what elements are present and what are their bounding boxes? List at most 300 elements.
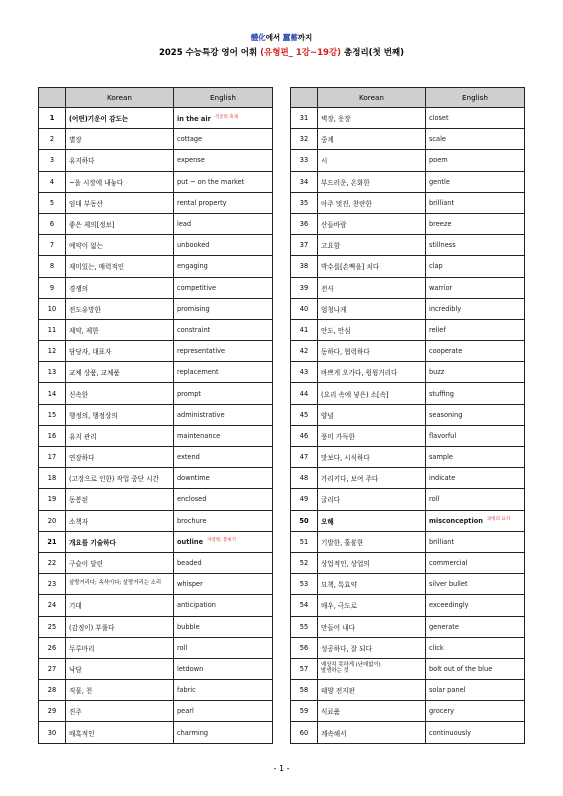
source-note: 석굴의 축제 — [214, 114, 238, 120]
row-number: 24 — [39, 595, 66, 616]
korean-meaning: 바쁘게 오가다, 윙윙거리다 — [318, 362, 426, 383]
english-word — [426, 256, 525, 277]
table-row — [291, 468, 525, 489]
korean-meaning: 제약, 제한 — [66, 319, 174, 340]
row-number: 7 — [39, 235, 66, 256]
english-word — [426, 637, 525, 658]
korean-meaning: 개요를 기술하다 — [66, 531, 174, 552]
english-word — [426, 531, 525, 552]
korean-meaning: 전도유망한 — [66, 298, 174, 319]
row-number: 31 — [291, 108, 318, 129]
korean-meaning: 성공하다, 잘 되다 — [318, 637, 426, 658]
english-word-text: gentle — [429, 177, 450, 186]
document-title — [0, 46, 563, 58]
row-number: 25 — [39, 616, 66, 637]
korean-meaning: 기발한, 훌륭한 — [318, 531, 426, 552]
korean-meaning: (어떤)기운이 감도는 — [66, 108, 174, 129]
english-word — [426, 722, 525, 743]
english-word-text: stillness — [429, 241, 456, 250]
english-word — [174, 595, 273, 616]
english-word-text: representative — [177, 347, 226, 356]
korean-meaning: 임대 부동산 — [66, 192, 174, 213]
english-word-text: downtime — [177, 474, 210, 483]
table-row — [291, 362, 525, 383]
english-word — [174, 362, 273, 383]
korean-meaning: 전사 — [318, 277, 426, 298]
row-number: 14 — [39, 383, 66, 404]
english-word-text: enclosed — [177, 495, 207, 504]
english-word — [174, 235, 273, 256]
english-word — [426, 383, 525, 404]
english-word-text: put ~ on the market — [177, 177, 245, 186]
korean-meaning: 신속한 — [66, 383, 174, 404]
row-number: 40 — [291, 298, 318, 319]
english-word — [174, 468, 273, 489]
korean-meaning: 엄청나게 — [318, 298, 426, 319]
english-word-text: bolt out of the blue — [429, 664, 493, 673]
document-subtitle — [0, 32, 563, 43]
korean-meaning: 박수를[손뼉을] 치다 — [318, 256, 426, 277]
row-number: 29 — [39, 701, 66, 722]
english-word-text: pearl — [177, 707, 194, 716]
row-number: 48 — [291, 468, 318, 489]
english-word — [426, 213, 525, 234]
english-word — [426, 171, 525, 192]
korean-meaning: 동하다, 협력하다 — [318, 341, 426, 362]
english-word-text: clap — [429, 262, 443, 271]
table-row — [39, 213, 273, 234]
korean-meaning: 소책자 — [66, 510, 174, 531]
row-number: 39 — [291, 277, 318, 298]
row-number: 50 — [291, 510, 318, 531]
table-row — [39, 341, 273, 362]
english-word — [174, 489, 273, 510]
row-number: 6 — [39, 213, 66, 234]
row-number: 11 — [39, 319, 66, 340]
header-korean: Korean — [66, 88, 174, 108]
korean-meaning: 매우, 극도로 — [318, 595, 426, 616]
english-word-text: constraint — [177, 325, 211, 334]
table-row — [39, 129, 273, 150]
english-word — [174, 383, 273, 404]
table-row — [39, 637, 273, 658]
korean-meaning: 아주 멋진, 찬란한 — [318, 192, 426, 213]
korean-meaning: 연장하다 — [66, 447, 174, 468]
table-row — [39, 192, 273, 213]
row-number: 33 — [291, 150, 318, 171]
korean-meaning: (요리 속에 넣은) 소[속] — [318, 383, 426, 404]
english-word — [426, 447, 525, 468]
table-row — [291, 129, 525, 150]
korean-meaning: 상업적인, 상업의 — [318, 552, 426, 573]
english-word-text: misconception — [429, 517, 483, 526]
table-row — [291, 489, 525, 510]
row-number: 26 — [39, 637, 66, 658]
korean-meaning: 예상치 못하게 (난데없이) 발생하는 것 — [318, 658, 426, 679]
english-word — [174, 425, 273, 446]
source-note: 자장명, 봉위기 — [207, 538, 237, 544]
row-number: 13 — [39, 362, 66, 383]
english-word — [174, 150, 273, 171]
korean-meaning: 풍미 가득한 — [318, 425, 426, 446]
title-part-1: 2025 수능특강 영어 어휘 — [158, 48, 261, 58]
english-word-text: exceedingly — [429, 601, 469, 610]
english-word-text: replacement — [177, 368, 219, 377]
row-number: 34 — [291, 171, 318, 192]
row-number: 2 — [39, 129, 66, 150]
row-number: 10 — [39, 298, 66, 319]
korean-meaning: (감정이) 부풀다 — [66, 616, 174, 637]
table-row — [291, 404, 525, 425]
english-word-text: fabric — [177, 686, 196, 695]
table-row — [291, 425, 525, 446]
korean-meaning: 재미있는, 매력적인 — [66, 256, 174, 277]
header-english: English — [426, 88, 525, 108]
table-row — [291, 616, 525, 637]
english-word — [174, 722, 273, 743]
row-number: 21 — [39, 531, 66, 552]
row-number: 56 — [291, 637, 318, 658]
table-row — [39, 701, 273, 722]
subtitle-part-3: 蠶蓄 — [282, 33, 298, 42]
table-row — [39, 531, 273, 552]
english-word — [426, 489, 525, 510]
table-row — [291, 383, 525, 404]
korean-meaning: ~을 시장에 내놓다 — [66, 171, 174, 192]
english-word-text: flavorful — [429, 431, 457, 440]
english-word — [174, 129, 273, 150]
table-row — [291, 298, 525, 319]
vocab-table-right — [290, 87, 525, 744]
row-number: 20 — [39, 510, 66, 531]
header-english: English — [174, 88, 273, 108]
row-number: 44 — [291, 383, 318, 404]
english-word — [426, 701, 525, 722]
english-word — [174, 531, 273, 552]
english-word-text: maintenance — [177, 431, 221, 440]
english-word-text: cooperate — [429, 347, 463, 356]
table-row — [291, 510, 525, 531]
row-number: 17 — [39, 447, 66, 468]
english-word-text: unbooked — [177, 241, 210, 250]
row-number: 37 — [291, 235, 318, 256]
table-row — [39, 447, 273, 468]
english-word — [174, 574, 273, 595]
english-word-text: relief — [429, 325, 446, 334]
korean-meaning: 만들어 내다 — [318, 616, 426, 637]
page-number: - 1 - — [273, 764, 290, 773]
english-word-text: outline — [177, 538, 204, 547]
table-row — [39, 277, 273, 298]
korean-meaning: 양념 — [318, 404, 426, 425]
table-row — [291, 192, 525, 213]
english-word — [426, 680, 525, 701]
english-word-text: competitive — [177, 283, 217, 292]
row-number: 19 — [39, 489, 66, 510]
row-number: 30 — [39, 722, 66, 743]
table-row — [291, 213, 525, 234]
english-word — [174, 510, 273, 531]
subtitle-part-4: 까지 — [297, 33, 313, 42]
row-number: 8 — [39, 256, 66, 277]
english-word-text: sample — [429, 453, 453, 462]
english-word-text: whisper — [177, 580, 203, 589]
row-number: 16 — [39, 425, 66, 446]
korean-meaning: 오해 — [318, 510, 426, 531]
english-word — [426, 595, 525, 616]
table-row — [39, 574, 273, 595]
table-row — [291, 319, 525, 340]
table-row — [39, 468, 273, 489]
table-row — [39, 383, 273, 404]
row-number: 23 — [39, 574, 66, 595]
english-word — [174, 680, 273, 701]
table-row — [39, 298, 273, 319]
english-word-text: beaded — [177, 559, 202, 568]
english-word-text: seasoning — [429, 410, 463, 419]
table-row — [39, 722, 273, 743]
english-word-text: lead — [177, 220, 192, 229]
korean-meaning: 행정의, 행정상의 — [66, 404, 174, 425]
table-row — [39, 658, 273, 679]
korean-meaning: 기대 — [66, 595, 174, 616]
title-part-2: (유형편_ 1강~19강) — [260, 48, 342, 58]
row-number: 12 — [39, 341, 66, 362]
english-word-text: cottage — [177, 135, 203, 144]
korean-meaning: 가리키다, 보여 주다 — [318, 468, 426, 489]
english-word-text: poem — [429, 156, 448, 165]
table-row — [291, 658, 525, 679]
vocab-rows-left — [39, 108, 273, 744]
row-number: 38 — [291, 256, 318, 277]
english-word-text: letdown — [177, 664, 204, 673]
english-word — [426, 616, 525, 637]
table-row — [291, 680, 525, 701]
row-number: 52 — [291, 552, 318, 573]
korean-meaning: 살랑거리다; 속삭이다; 살랑거리는 소리 — [66, 574, 174, 595]
row-number: 5 — [39, 192, 66, 213]
header-number — [39, 88, 66, 108]
english-word — [174, 404, 273, 425]
korean-meaning: 유지하다 — [66, 150, 174, 171]
korean-meaning: 계속해서 — [318, 722, 426, 743]
korean-meaning: 굴리다 — [318, 489, 426, 510]
table-row — [39, 489, 273, 510]
english-word-text: in the air — [177, 114, 211, 123]
row-number: 59 — [291, 701, 318, 722]
table-row — [39, 171, 273, 192]
english-word-text: buzz — [429, 368, 445, 377]
korean-meaning: 묘책, 특효약 — [318, 574, 426, 595]
table-row — [291, 235, 525, 256]
korean-meaning: 시 — [318, 150, 426, 171]
row-number: 27 — [39, 658, 66, 679]
korean-meaning: 부드러운, 온화한 — [318, 171, 426, 192]
row-number: 46 — [291, 425, 318, 446]
korean-meaning: 산들바람 — [318, 213, 426, 234]
korean-meaning: 직물, 천 — [66, 680, 174, 701]
english-word-text: promising — [177, 304, 210, 313]
table-row — [291, 637, 525, 658]
table-row — [39, 552, 273, 573]
korean-meaning: 중계 — [318, 129, 426, 150]
table-row — [39, 680, 273, 701]
row-number: 28 — [39, 680, 66, 701]
english-word-text: prompt — [177, 389, 201, 398]
table-row — [39, 319, 273, 340]
korean-meaning: 교체 상품, 교체품 — [66, 362, 174, 383]
english-word-text: anticipation — [177, 601, 216, 610]
korean-meaning: 태양 전지판 — [318, 680, 426, 701]
english-word — [174, 277, 273, 298]
english-word-text: indicate — [429, 474, 456, 483]
table-row — [39, 362, 273, 383]
table-row — [39, 404, 273, 425]
english-word — [174, 108, 273, 129]
row-number: 60 — [291, 722, 318, 743]
row-number: 4 — [39, 171, 66, 192]
row-number: 41 — [291, 319, 318, 340]
english-word-text: commercial — [429, 559, 468, 568]
english-word-text: roll — [177, 643, 188, 652]
english-word — [174, 658, 273, 679]
korean-meaning: 두루마리 — [66, 637, 174, 658]
english-word — [174, 192, 273, 213]
vocab-rows-right — [291, 108, 525, 744]
english-word-text: click — [429, 643, 444, 652]
english-word-text: continuously — [429, 728, 471, 737]
english-word — [174, 256, 273, 277]
english-word — [174, 701, 273, 722]
english-word — [174, 213, 273, 234]
korean-meaning: 안도, 안심 — [318, 319, 426, 340]
table-row — [39, 510, 273, 531]
english-word — [174, 298, 273, 319]
table-row — [39, 150, 273, 171]
vocab-table-left — [38, 87, 273, 744]
row-number: 36 — [291, 213, 318, 234]
english-word-text: administrative — [177, 410, 225, 419]
english-word-text: expense — [177, 156, 205, 165]
subtitle-part-2: 에서 — [265, 33, 283, 42]
row-number: 45 — [291, 404, 318, 425]
english-word-text: brochure — [177, 516, 207, 525]
english-word — [426, 552, 525, 573]
english-word — [426, 192, 525, 213]
english-word-text: warrior — [429, 283, 453, 292]
table-row — [39, 108, 273, 129]
english-word — [426, 404, 525, 425]
row-number: 3 — [39, 150, 66, 171]
korean-meaning: 경쟁의 — [66, 277, 174, 298]
korean-meaning: 유지 관리 — [66, 425, 174, 446]
korean-meaning: 매혹적인 — [66, 722, 174, 743]
row-number: 35 — [291, 192, 318, 213]
english-word-text: grocery — [429, 707, 455, 716]
table-row — [39, 595, 273, 616]
english-word-text: brilliant — [429, 198, 455, 207]
english-word — [174, 616, 273, 637]
english-word — [426, 129, 525, 150]
english-word — [426, 319, 525, 340]
korean-meaning: 담당자, 대표자 — [66, 341, 174, 362]
english-word — [426, 425, 525, 446]
korean-meaning: 진주 — [66, 701, 174, 722]
table-row — [291, 171, 525, 192]
table-row — [291, 108, 525, 129]
english-word-text: closet — [429, 114, 449, 123]
row-number: 51 — [291, 531, 318, 552]
korean-meaning: 고요함 — [318, 235, 426, 256]
korean-meaning: 벽장, 옷장 — [318, 108, 426, 129]
english-word-text: brilliant — [429, 537, 455, 546]
english-word — [426, 362, 525, 383]
english-word-text: stuffing — [429, 389, 454, 398]
row-number: 58 — [291, 680, 318, 701]
english-word — [426, 150, 525, 171]
korean-meaning: 별장 — [66, 129, 174, 150]
row-number: 57 — [291, 658, 318, 679]
row-number: 1 — [39, 108, 66, 129]
table-row — [291, 722, 525, 743]
source-note: 과정의 요지 — [486, 517, 511, 523]
table-row — [291, 150, 525, 171]
row-number: 54 — [291, 595, 318, 616]
table-row — [39, 425, 273, 446]
korean-meaning: 구슬이 달린 — [66, 552, 174, 573]
row-number: 18 — [39, 468, 66, 489]
row-number: 55 — [291, 616, 318, 637]
english-word — [426, 341, 525, 362]
english-word — [426, 277, 525, 298]
header-number — [291, 88, 318, 108]
english-word — [426, 235, 525, 256]
english-word — [174, 637, 273, 658]
row-number: 15 — [39, 404, 66, 425]
table-row — [291, 256, 525, 277]
header-korean: Korean — [318, 88, 426, 108]
table-row — [291, 552, 525, 573]
title-part-3: 총정리(첫 번째) — [341, 48, 405, 58]
table-row — [291, 341, 525, 362]
english-word — [174, 552, 273, 573]
table-row — [39, 235, 273, 256]
english-word — [426, 108, 525, 129]
table-row — [291, 574, 525, 595]
subtitle-part-1: 體化 — [250, 33, 266, 42]
english-word — [174, 319, 273, 340]
korean-meaning: 식료품 — [318, 701, 426, 722]
row-number: 49 — [291, 489, 318, 510]
english-word-text: roll — [429, 495, 440, 504]
table-row — [291, 277, 525, 298]
english-word-text: engaging — [177, 262, 208, 271]
english-word — [174, 341, 273, 362]
korean-meaning: 좋은 제의[정보] — [66, 213, 174, 234]
row-number: 22 — [39, 552, 66, 573]
row-number: 43 — [291, 362, 318, 383]
table-row — [291, 531, 525, 552]
table-row — [39, 256, 273, 277]
english-word-text: silver bullet — [429, 580, 468, 589]
table-row — [291, 595, 525, 616]
table-row — [39, 616, 273, 637]
english-word-text: incredibly — [429, 304, 462, 313]
korean-meaning: 맛보다, 시식하다 — [318, 447, 426, 468]
english-word-text: scale — [429, 135, 446, 144]
english-word-text: breeze — [429, 220, 452, 229]
english-word — [426, 298, 525, 319]
